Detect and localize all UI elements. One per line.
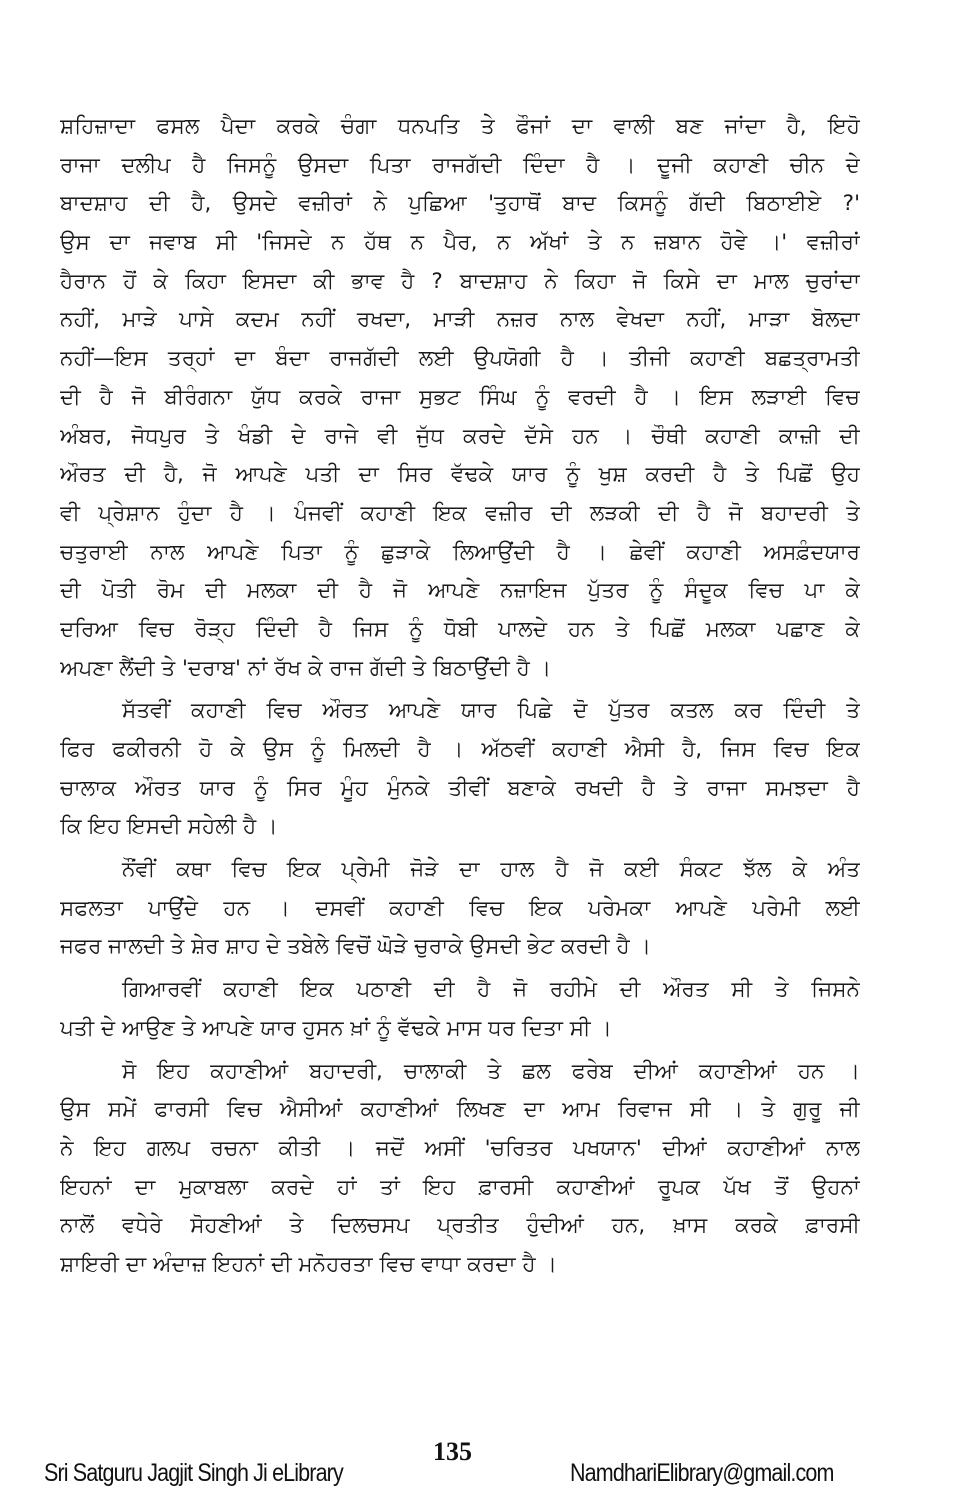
paragraph (60, 692, 860, 847)
text-line: ਸੱਤਵੀਂ ਕਹਾਣੀ ਵਿਚ ਔਰਤ ਆਪਣੇ ਯਾਰ ਪਿਛੇ ਦੋ ਪੁੱਤਰ ਕਤਲ ਕਰ ਦਿੰਦੀ ਤੇ (122, 698, 860, 724)
text-line: ਨੌਂਵੀਂ ਕਥਾ ਵਿਚ ਇਕ ਪ੍ਰੇਮੀ ਜੋੜੇ ਦਾ ਹਾਲ ਹੈ ਜੋ ਕਈ ਸੰਕਟ ਝੱਲ ਕੇ ਅੰਤ (122, 857, 860, 883)
page-number: 135 (433, 1437, 472, 1466)
text-line: ਗਿਆਰਵੀਂ ਕਹਾਣੀ ਇਕ ਪਠਾਣੀ ਦੀ ਹੈ ਜੋ ਰਹੀਮੇ ਦੀ ਔਰਤ ਸੀ ਤੇ ਜਿਸਨੇ (122, 977, 860, 1003)
text-line: ਕਿ ਇਹ ਇਸਦੀ ਸਹੇਲੀ ਹੈ । (60, 814, 278, 840)
text-line: ਦਰਿਆ ਵਿਚ ਰੋੜ੍ਹ ਦਿੰਦੀ ਹੈ ਜਿਸ ਨੂੰ ਧੋਬੀ ਪਾਲਦੇ ਹਨ ਤੇ ਪਿਛੋਂ ਮਲਕਾ ਪਛਾਣ ਕੇ (60, 616, 860, 642)
contact-email: NamdhariElibrary@gmail.com (570, 1459, 834, 1487)
text-line: ਉਸ ਦਾ ਜਵਾਬ ਸੀ 'ਜਿਸਦੇ ਨ ਹੱਥ ਨ ਪੈਰ, ਨ ਅੱਖਾਂ ਤੇ ਨ ਜ਼ਬਾਨ ਹੋਵੇ ।' ਵਜ਼ੀਰਾਂ (60, 230, 860, 256)
text-line: ਹੈਰਾਨ ਹੋਂ ਕੇ ਕਿਹਾ ਇਸਦਾ ਕੀ ਭਾਵ ਹੈ ? ਬਾਦਸ਼ਾਹ ਨੇ ਕਿਹਾ ਜੋ ਕਿਸੇ ਦਾ ਮਾਲ ਚੁਰਾਂਦਾ (60, 268, 860, 294)
text-line: ਅਪਣਾ ਲੈਂਦੀ ਤੇ 'ਦਰਾਬ' ਨਾਂ ਰੱਖ ਕੇ ਰਾਜ ਗੱਦੀ ਤੇ ਬਿਠਾਉਂਦੀ ਹੈ । (60, 655, 552, 681)
text-line: ਉਸ ਸਮੇਂ ਫਾਰਸੀ ਵਿਚ ਐਸੀਆਂ ਕਹਾਣੀਆਂ ਲਿਖਣ ਦਾ ਆਮ ਰਿਵਾਜ ਸੀ । ਤੇ ਗੁਰੂ ਜੀ (60, 1097, 860, 1123)
text-line: ਪਤੀ ਦੇ ਆਉਣ ਤੇ ਆਪਣੇ ਯਾਰ ਹੁਸਨ ਖ਼ਾਂ ਨੂੰ ਵੱਢਕੇ ਮਾਸ ਧਰ ਦਿਤਾ ਸੀ । (60, 1015, 612, 1041)
text-line: ਇਹਨਾਂ ਦਾ ਮੁਕਾਬਲਾ ਕਰਦੇ ਹਾਂ ਤਾਂ ਇਹ ਫ਼ਾਰਸੀ ਕਹਾਣੀਆਂ ਰੂਪਕ ਪੱਖ ਤੋਂ ਉਹਨਾਂ (60, 1174, 860, 1200)
text-line: ਸਫਲਤਾ ਪਾਉਂਦੇ ਹਨ । ਦਸਵੀਂ ਕਹਾਣੀ ਵਿਚ ਇਕ ਪਰੇਮਕਾ ਆਪਣੇ ਪਰੇਮੀ ਲਈ (60, 895, 860, 921)
text-line: ਦੀ ਹੈ ਜੋ ਬੀਰੰਗਨਾ ਯੁੱਧ ਕਰਕੇ ਰਾਜਾ ਸੁਭਟ ਸਿੰਘ ਨੂੰ ਵਰਦੀ ਹੈ । ਇਸ ਲੜਾਈ ਵਿਚ (60, 384, 860, 410)
text-container (60, 108, 860, 1285)
paragraph (60, 851, 860, 967)
text-line: ਚਤੁਰਾਈ ਨਾਲ ਆਪਣੇ ਪਿਤਾ ਨੂੰ ਛੁੜਾਕੇ ਲਿਆਉਂਦੀ ਹੈ । ਛੇਵੀਂ ਕਹਾਣੀ ਅਸਫ਼ੰਦਯਾਰ (60, 539, 860, 565)
text-line: ਨਾਲੋਂ ਵਧੇਰੇ ਸੋਹਣੀਆਂ ਤੇ ਦਿਲਚਸਪ ਪ੍ਰਤੀਤ ਹੁੰਦੀਆਂ ਹਨ, ਖ਼ਾਸ ਕਰਕੇ ਫ਼ਾਰਸੀ (60, 1213, 860, 1239)
text-line: ਬਾਦਸ਼ਾਹ ਦੀ ਹੈ, ਉਸਦੇ ਵਜ਼ੀਰਾਂ ਨੇ ਪੁਛਿਆ 'ਤੁਹਾਥੋਂ ਬਾਦ ਕਿਸਨੂੰ ਗੱਦੀ ਬਿਠਾਈਏ ?' (60, 191, 860, 217)
paragraph (60, 108, 860, 688)
text-line: ਚਾਲਾਕ ਔਰਤ ਯਾਰ ਨੂੰ ਸਿਰ ਮੂੰਹ ਮੁੰਨਕੇ ਤੀਵੀਂ ਬਣਾਕੇ ਰਖਦੀ ਹੈ ਤੇ ਰਾਜਾ ਸਮਝਦਾ ਹੈ (60, 775, 860, 801)
paragraph (60, 971, 860, 1048)
page-footer (0, 1437, 971, 1495)
text-line: ਸ਼ਹਿਜ਼ਾਦਾ ਫਸਲ ਪੈਦਾ ਕਰਕੇ ਚੰਗਾ ਧਨਪਤਿ ਤੇ ਫੌਜਾਂ ਦਾ ਵਾਲੀ ਬਣ ਜਾਂਦਾ ਹੈ, ਇਹੋ (60, 114, 860, 139)
text-line: ਨਹੀਂ—ਇਸ ਤਰ੍ਹਾਂ ਦਾ ਬੰਦਾ ਰਾਜਗੱਦੀ ਲਈ ਉਪਯੋਗੀ ਹੈ । ਤੀਜੀ ਕਹਾਣੀ ਬਛਤ੍ਰਾਮਤੀ (60, 346, 860, 372)
text-line: ਵੀ ਪ੍ਰੇਸ਼ਾਨ ਹੁੰਦਾ ਹੈ । ਪੰਜਵੀਂ ਕਹਾਣੀ ਇਕ ਵਜ਼ੀਰ ਦੀ ਲੜਕੀ ਦੀ ਹੈ ਜੋ ਬਹਾਦਰੀ ਤੇ (60, 500, 860, 526)
text-line: ਔਰਤ ਦੀ ਹੈ, ਜੋ ਆਪਣੇ ਪਤੀ ਦਾ ਸਿਰ ਵੱਢਕੇ ਯਾਰ ਨੂੰ ਖੁਸ਼ ਕਰਦੀ ਹੈ ਤੇ ਪਿਛੋਂ ਉਹ (60, 462, 860, 488)
text-line: ਦੀ ਪੋਤੀ ਰੋਮ ਦੀ ਮਲਕਾ ਦੀ ਹੈ ਜੋ ਆਪਣੇ ਨਜ਼ਾਇਜ ਪੁੱਤਰ ਨੂੰ ਸੰਦੂਕ ਵਿਚ ਪਾ ਕੇ (60, 578, 860, 604)
text-line: ਨਹੀਂ, ਮਾੜੇ ਪਾਸੇ ਕਦਮ ਨਹੀਂ ਰਖਦਾ, ਮਾੜੀ ਨਜ਼ਰ ਨਾਲ ਵੇਖਦਾ ਨਹੀਂ, ਮਾੜਾ ਬੋਲਦਾ (60, 307, 860, 333)
text-line: ਸ਼ਾਇਰੀ ਦਾ ਅੰਦਾਜ਼ ਇਹਨਾਂ ਦੀ ਮਨੋਹਰਤਾ ਵਿਚ ਵਾਧਾ ਕਰਦਾ ਹੈ । (60, 1251, 557, 1277)
text-line: ਰਾਜਾ ਦਲੀਪ ਹੈ ਜਿਸਨੂੰ ਉਸਦਾ ਪਿਤਾ ਰਾਜਗੱਦੀ ਦਿੰਦਾ ਹੈ । ਦੂਜੀ ਕਹਾਣੀ ਚੀਨ ਦੇ (60, 152, 860, 178)
page-body (60, 108, 860, 1285)
library-name: Sri Satguru Jagjit Singh Ji eLibrary (44, 1459, 343, 1487)
paragraph (60, 1053, 860, 1285)
text-line: ਸੋ ਇਹ ਕਹਾਣੀਆਂ ਬਹਾਦਰੀ, ਚਾਲਾਕੀ ਤੇ ਛਲ ਫਰੇਬ ਦੀਆਂ ਕਹਾਣੀਆਂ ਹਨ । (122, 1058, 860, 1084)
text-line: ਨੇ ਇਹ ਗਲਪ ਰਚਨਾ ਕੀਤੀ । ਜਦੋਂ ਅਸੀਂ 'ਚਰਿਤਰ ਪਖਯਾਨ' ਦੀਆਂ ਕਹਾਣੀਆਂ ਨਾਲ (60, 1135, 860, 1161)
text-line: ਅੰਬਰ, ਜੋਧਪੁਰ ਤੇ ਖੰਡੀ ਦੇ ਰਾਜੇ ਵੀ ਜੁੱਧ ਕਰਦੇ ਦੱਸੇ ਹਨ । ਚੌਥੀ ਕਹਾਣੀ ਕਾਜ਼ੀ ਦੀ (60, 423, 860, 449)
text-line: ਜਫਰ ਜਾਲਦੀ ਤੇ ਸ਼ੇਰ ਸ਼ਾਹ ਦੇ ਤਬੇਲੇ ਵਿਚੋਂ ਘੋੜੇ ਚੁਰਾਕੇ ਉਸਦੀ ਭੇਟ ਕਰਦੀ ਹੈ । (60, 934, 651, 960)
text-line: ਫਿਰ ਫਕੀਰਨੀ ਹੋ ਕੇ ਉਸ ਨੂੰ ਮਿਲਦੀ ਹੈ । ਅੱਠਵੀਂ ਕਹਾਣੀ ਐਸੀ ਹੈ, ਜਿਸ ਵਿਚ ਇਕ (60, 737, 860, 762)
